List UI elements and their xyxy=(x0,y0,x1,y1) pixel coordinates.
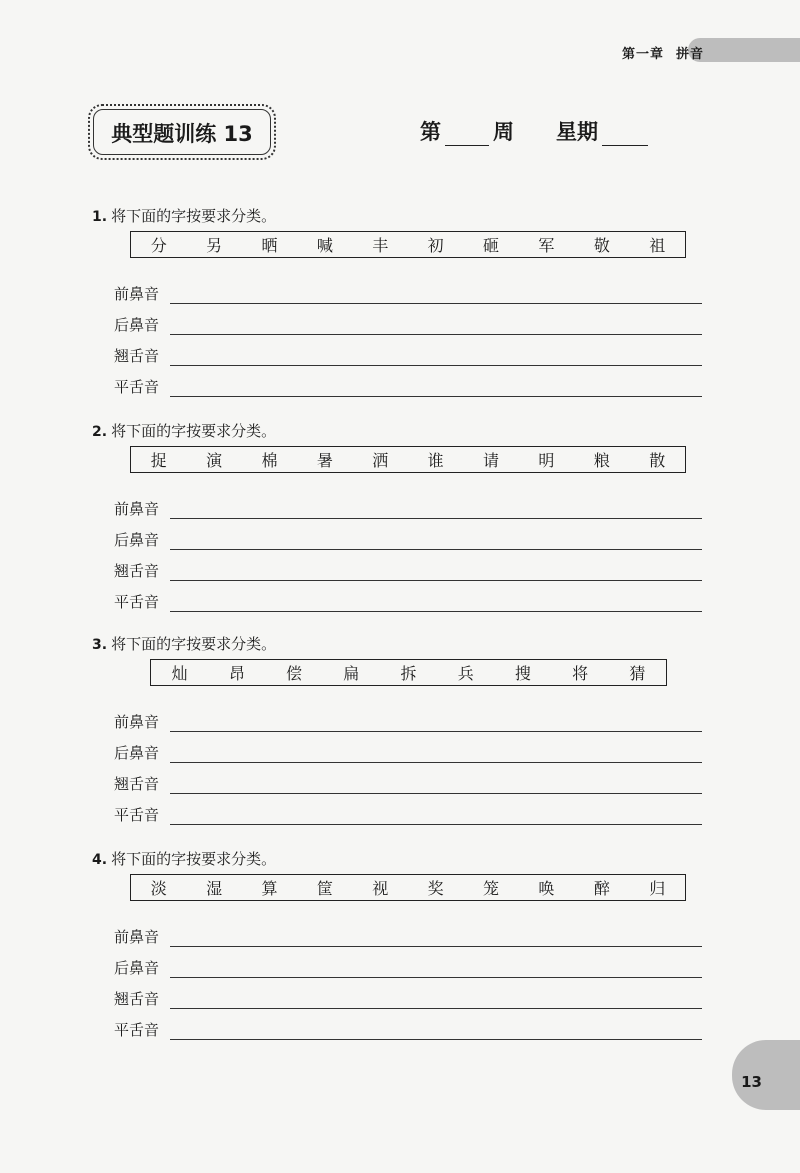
character: 灿 xyxy=(171,664,188,683)
answer-line-retroflex[interactable] xyxy=(114,772,702,794)
question-number: 4. xyxy=(92,852,108,868)
character: 棉 xyxy=(261,451,278,470)
answer-blank[interactable] xyxy=(170,597,702,612)
answer-blank[interactable] xyxy=(170,566,702,581)
exercise-title-box xyxy=(88,104,276,160)
character: 初 xyxy=(427,236,444,255)
answer-blank[interactable] xyxy=(170,932,702,947)
answer-blank[interactable] xyxy=(170,382,702,397)
answer-label: 后鼻音 xyxy=(114,744,160,762)
character: 另 xyxy=(206,236,223,255)
answer-line-flat-tongue[interactable] xyxy=(114,590,702,612)
header-tab xyxy=(688,38,800,62)
week-number-blank[interactable] xyxy=(445,123,489,146)
character: 兵 xyxy=(457,664,474,683)
character: 捉 xyxy=(150,451,167,470)
question-text: 将下面的字按要求分类。 xyxy=(111,207,277,225)
answer-blank[interactable] xyxy=(170,351,702,366)
character: 喊 xyxy=(316,236,333,255)
character: 砸 xyxy=(483,236,500,255)
question-text: 将下面的字按要求分类。 xyxy=(111,422,277,440)
question-text: 将下面的字按要求分类。 xyxy=(111,635,277,653)
answer-blank[interactable] xyxy=(170,779,702,794)
answer-line-flat-tongue[interactable] xyxy=(114,375,702,397)
character: 醉 xyxy=(593,879,610,898)
character: 搜 xyxy=(514,664,531,683)
answer-blank[interactable] xyxy=(170,535,702,550)
week-date-line xyxy=(420,116,648,146)
answer-line-front-nasal[interactable] xyxy=(114,282,702,304)
character-box xyxy=(130,231,686,258)
answer-label: 前鼻音 xyxy=(114,928,160,946)
answer-line-front-nasal[interactable] xyxy=(114,925,702,947)
question-prompt xyxy=(92,633,276,654)
chapter-label: 第一章 xyxy=(621,47,664,62)
weekday-blank[interactable] xyxy=(602,123,648,146)
question-number: 1. xyxy=(92,209,108,225)
character: 晒 xyxy=(261,236,278,255)
character: 请 xyxy=(483,451,500,470)
answer-label: 平舌音 xyxy=(114,806,160,824)
answer-label: 后鼻音 xyxy=(114,959,160,977)
character: 昂 xyxy=(228,664,245,683)
answer-label: 平舌音 xyxy=(114,1021,160,1039)
answer-line-flat-tongue[interactable] xyxy=(114,803,702,825)
answer-blank[interactable] xyxy=(170,810,702,825)
question-number: 2. xyxy=(92,424,108,440)
character: 唤 xyxy=(538,879,555,898)
answer-label: 前鼻音 xyxy=(114,713,160,731)
page-number: 13 xyxy=(741,1073,762,1091)
answer-label: 前鼻音 xyxy=(114,500,160,518)
answer-label: 翘舌音 xyxy=(114,562,160,580)
character: 谁 xyxy=(427,451,444,470)
question-prompt xyxy=(92,848,276,869)
character: 偿 xyxy=(286,664,303,683)
character: 祖 xyxy=(649,236,666,255)
answer-line-front-nasal[interactable] xyxy=(114,497,702,519)
answer-label: 后鼻音 xyxy=(114,531,160,549)
answer-line-flat-tongue[interactable] xyxy=(114,1018,702,1040)
answer-label: 翘舌音 xyxy=(114,775,160,793)
answer-blank[interactable] xyxy=(170,320,702,335)
answer-label: 平舌音 xyxy=(114,378,160,396)
character: 湿 xyxy=(206,879,223,898)
character: 军 xyxy=(538,236,555,255)
section-label: 拼音 xyxy=(675,47,704,62)
answer-blank[interactable] xyxy=(170,748,702,763)
answer-label: 前鼻音 xyxy=(114,285,160,303)
character: 猜 xyxy=(629,664,646,683)
character: 筐 xyxy=(316,879,333,898)
answer-line-front-nasal[interactable] xyxy=(114,710,702,732)
answer-blank[interactable] xyxy=(170,963,702,978)
answer-blank[interactable] xyxy=(170,289,702,304)
answer-label: 翘舌音 xyxy=(114,347,160,365)
answer-blank[interactable] xyxy=(170,504,702,519)
character-box xyxy=(150,659,667,686)
character: 分 xyxy=(150,236,167,255)
character: 洒 xyxy=(372,451,389,470)
answer-label: 平舌音 xyxy=(114,593,160,611)
question-prompt xyxy=(92,205,276,226)
character: 将 xyxy=(572,664,589,683)
character: 笼 xyxy=(483,879,500,898)
answer-label: 翘舌音 xyxy=(114,990,160,1008)
answer-line-back-nasal[interactable] xyxy=(114,313,702,335)
answer-line-back-nasal[interactable] xyxy=(114,956,702,978)
character: 明 xyxy=(538,451,555,470)
answer-label: 后鼻音 xyxy=(114,316,160,334)
week-prefix: 第 xyxy=(420,119,441,144)
character: 敬 xyxy=(593,236,610,255)
answer-line-back-nasal[interactable] xyxy=(114,741,702,763)
character: 丰 xyxy=(372,236,389,255)
character: 扁 xyxy=(343,664,360,683)
question-text: 将下面的字按要求分类。 xyxy=(111,850,277,868)
question-number: 3. xyxy=(92,637,108,653)
answer-blank[interactable] xyxy=(170,1025,702,1040)
character: 拆 xyxy=(400,664,417,683)
answer-line-retroflex[interactable] xyxy=(114,559,702,581)
running-header xyxy=(622,43,704,62)
character: 视 xyxy=(372,879,389,898)
week-middle: 周 xyxy=(493,119,514,144)
answer-line-back-nasal[interactable] xyxy=(114,528,702,550)
answer-line-retroflex[interactable] xyxy=(114,344,702,366)
answer-blank[interactable] xyxy=(170,717,702,732)
character: 暑 xyxy=(316,451,333,470)
character-box xyxy=(130,874,686,901)
character: 演 xyxy=(206,451,223,470)
question-prompt xyxy=(92,420,276,441)
character: 淡 xyxy=(150,879,167,898)
answer-line-retroflex[interactable] xyxy=(114,987,702,1009)
character: 散 xyxy=(649,451,666,470)
exercise-title: 典型题训练 13 xyxy=(111,122,253,146)
character: 归 xyxy=(649,879,666,898)
answer-blank[interactable] xyxy=(170,994,702,1009)
weekday-label: 星期 xyxy=(556,119,598,144)
character: 算 xyxy=(261,879,278,898)
character: 奖 xyxy=(427,879,444,898)
character: 粮 xyxy=(593,451,610,470)
character-box xyxy=(130,446,686,473)
